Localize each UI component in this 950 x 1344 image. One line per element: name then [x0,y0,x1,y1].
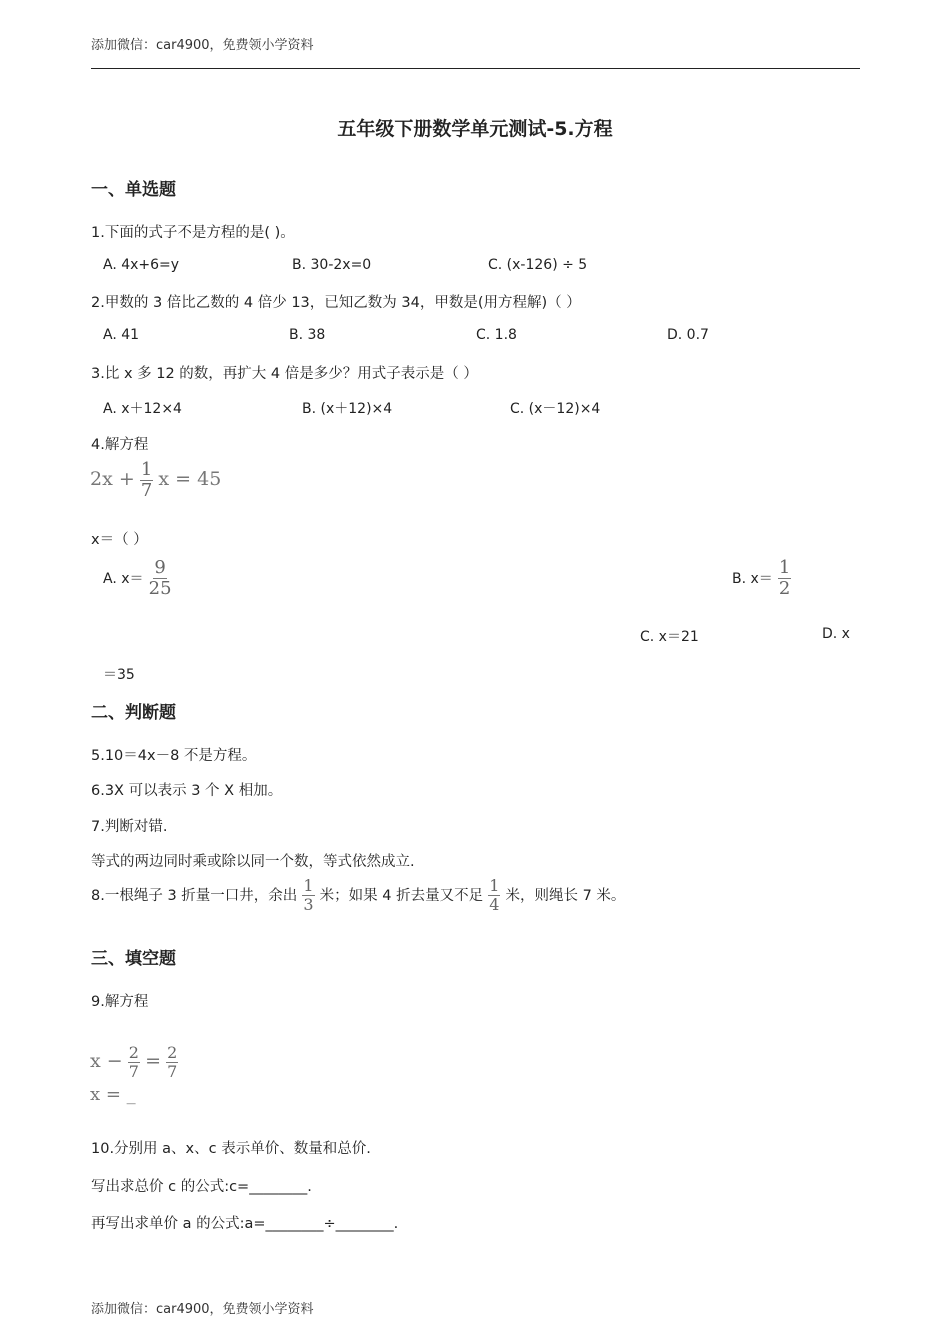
question-1-option-a: A. 4x+6=y [103,257,180,273]
question-3-option-a: A. x＋12×4 [103,401,182,417]
question-4-option-b [732,559,791,598]
question-10-line1: 写出求总价 c 的公式:c=________. [91,1179,312,1195]
fraction-numerator: 1 [489,876,500,895]
fraction-denominator: 4 [489,895,500,914]
fraction-one-seventh [140,461,153,500]
question-4-stem: 4.解方程 [91,437,149,453]
question-7-stem: 7.判断对错. [91,819,168,835]
question-4-option-a [103,559,172,598]
question-8-part1: 8.一根绳子 3 折量一口井，余出 [91,888,298,904]
fraction-one-fourth [488,878,500,913]
question-1-option-b: B. 30-2x=0 [292,257,372,273]
equation-right: x = 45 [158,468,222,490]
question-1-option-c: C. (x-126) ÷ 5 [488,257,588,273]
fraction-denominator: 25 [148,578,172,599]
question-8 [91,878,625,913]
fraction-numerator: 1 [303,876,314,895]
question-3-option-b: B. (x＋12)×4 [302,401,393,417]
equals-sign: = [145,1050,161,1072]
fraction-denominator: 7 [128,1062,139,1081]
question-4-option-d-continued: ＝35 [103,667,135,683]
question-3-stem: 3.比 x 多 12 的数，再扩大 4 倍是多少？用式子表示是（ ） [91,366,478,382]
option-b-label: B. x＝ [732,571,773,587]
question-10-line2: 再写出求单价 a 的公式:a=________÷________. [91,1216,399,1232]
section-heading-single-choice: 一、单选题 [91,180,176,200]
fraction-numerator: 1 [140,459,153,480]
question-2-stem: 2.甲数的 3 倍比乙数的 4 倍少 13，已知乙数为 34，甲数是(用方程解)（ ） [91,295,581,311]
question-8-part2: 米；如果 4 折去量又不足 [319,888,484,904]
question-9-stem: 9.解方程 [91,994,149,1010]
fraction-nine-twentyfifths [149,559,172,598]
question-6: 6.3X 可以表示 3 个 X 相加。 [91,783,283,799]
header-rule [91,68,860,69]
option-a-label: A. x＝ [103,571,144,587]
question-4-equation [90,461,221,500]
fraction-denominator: 7 [167,1062,178,1081]
page-footer: 添加微信：car4900，免费领小学资料 [91,1302,314,1317]
fraction-denominator: 2 [778,578,791,599]
question-5: 5.10＝4x－8 不是方程。 [91,748,257,764]
fraction-denominator: 7 [140,480,153,501]
question-3-option-c: C. (x－12)×4 [510,401,601,417]
question-4-option-d: D. x [822,626,850,642]
section-heading-fill-blank: 三、填空题 [91,949,176,969]
section-heading-true-false: 二、判断题 [91,703,176,723]
question-8-part3: 米，则绳长 7 米。 [505,888,626,904]
page-title: 五年级下册数学单元测试-5.方程 [337,118,613,140]
question-7-statement: 等式的两边同时乘或除以同一个数，等式依然成立. [91,854,415,870]
question-4-option-c: C. x＝21 [640,629,699,645]
question-2-option-d: D. 0.7 [667,327,709,343]
fraction-numerator: 9 [154,557,166,578]
fraction-numerator: 2 [128,1043,139,1062]
fraction-one-third [302,878,314,913]
fraction-numerator: 2 [167,1043,178,1062]
fraction-two-sevenths-left [128,1045,140,1080]
fraction-denominator: 3 [303,895,314,914]
fraction-two-sevenths-right [166,1045,178,1080]
question-2-option-b: B. 38 [289,327,326,343]
question-4-answer-blank: x＝（ ） [91,532,148,548]
fraction-numerator: 1 [778,557,791,578]
question-10-stem: 10.分别用 a、x、c 表示单价、数量和总价. [91,1141,371,1157]
question-9-equation [90,1045,178,1080]
equation-left: 2x + [90,468,135,490]
question-1-stem: 1.下面的式子不是方程的是( )。 [91,225,295,241]
question-9-answer: x = _ [90,1084,136,1105]
equation-left: x − [90,1050,123,1072]
question-2-option-a: A. 41 [103,327,140,343]
page-header: 添加微信：car4900，免费领小学资料 [91,38,314,53]
question-2-option-c: C. 1.8 [476,327,517,343]
fraction-one-half [778,559,791,598]
